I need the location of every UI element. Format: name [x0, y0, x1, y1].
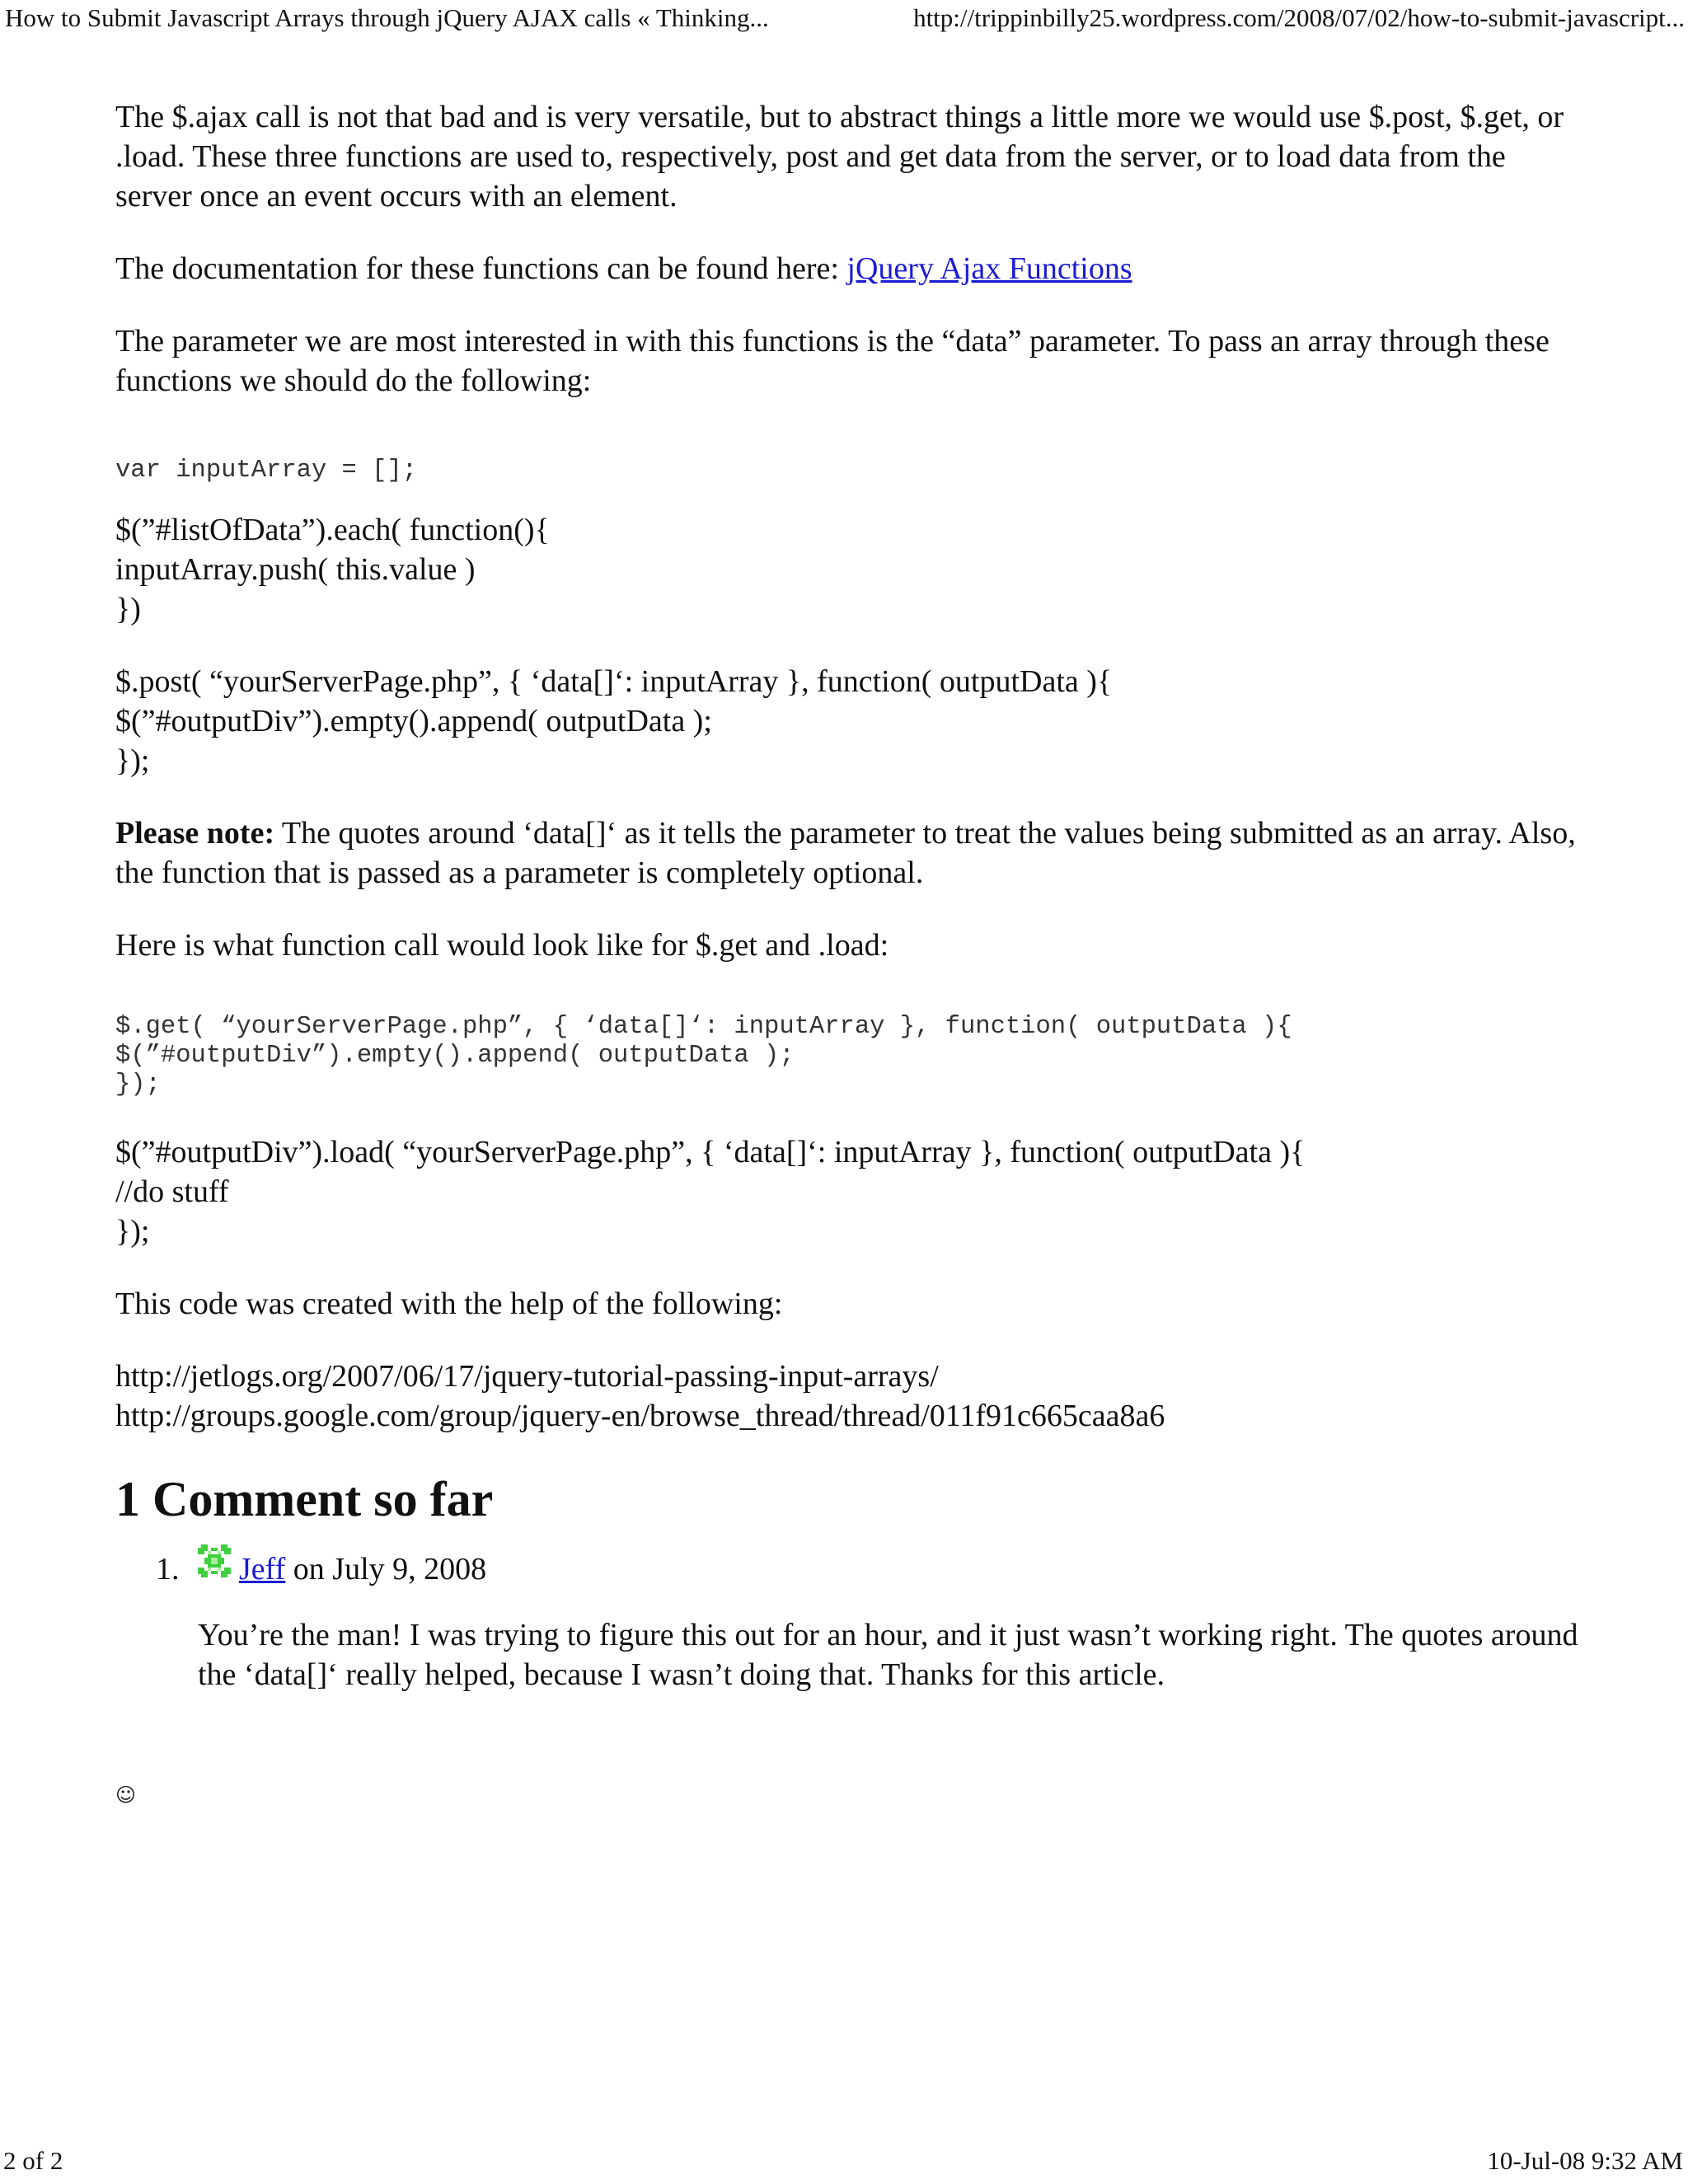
code-line: inputArray.push( this.value ) — [115, 552, 476, 587]
code-line: $(”#outputDiv”).empty().append( outputData ); — [115, 1042, 795, 1070]
code-get-block — [115, 1013, 1582, 1099]
comment-author-link[interactable]: Jeff — [239, 1552, 286, 1586]
credit-links — [115, 1357, 1582, 1436]
documentation-text: The documentation for these functions can be found here: — [115, 251, 847, 286]
paragraph-ajax-intro: The $.ajax call is not that bad and is very versatile, but to abstract things a little more we would use $.post, $.get, or .load. These three functions are used to, respectively, post and get data from the server, or to load data from the server once an event occurs with an element. — [115, 100, 1564, 213]
article-content — [115, 97, 1582, 1694]
code-post-block — [115, 662, 1582, 780]
print-header-title: How to Submit Javascript Arrays through jQuery AJAX calls « Thinking... — [5, 3, 769, 32]
comment-number: 1. — [156, 1552, 180, 1586]
code-each-block — [115, 510, 1582, 629]
code-line: //do stuff — [115, 1174, 229, 1209]
comment-meta — [239, 1549, 486, 1589]
comment-header — [115, 1544, 1582, 1594]
print-header-url: http://trippinbilly25.wordpress.com/2008/07/02/how-to-submit-javascript... — [913, 3, 1685, 32]
code-var-input-array: var inputArray = []; — [115, 457, 418, 485]
code-line: }); — [115, 743, 150, 778]
paragraph-get-load: Here is what function call would look like for $.get and .load: — [115, 928, 889, 963]
code-line: $(”#outputDiv”).empty().append( outputData ); — [115, 704, 712, 738]
code-load-block — [115, 1132, 1582, 1251]
code-line: $.post( “yourServerPage.php”, { ‘data[]‘: inputArray }, function( outputData ){ — [115, 664, 1113, 699]
code-line: $(”#listOfData”).each( function(){ — [115, 513, 550, 547]
jquery-ajax-functions-link[interactable]: jQuery Ajax Functions — [846, 251, 1132, 286]
identicon-avatar-icon[interactable] — [198, 1544, 231, 1577]
credit-link-jetlogs: http://jetlogs.org/2007/06/17/jquery-tutorial-passing-input-arrays/ — [115, 1359, 939, 1394]
paragraph-please-note — [115, 813, 1582, 893]
code-line: }); — [115, 1214, 150, 1249]
comment-body: You’re the man! I was trying to figure this out for an hour, and it just wasn’t working right. The quotes around the ‘data[]‘ really helped, because I wasn’t doing that. Thanks for this article. — [198, 1618, 1578, 1692]
please-note-label: Please note: — [115, 816, 275, 851]
please-note-text: The quotes around ‘data[]‘ as it tells the parameter to treat the values being submitted as an array. Also, the function that is passed as a parameter is completely optional. — [115, 816, 1576, 890]
code-line: }) — [115, 592, 141, 626]
code-line: $.get( “yourServerPage.php”, { ‘data[]‘: inputArray }, function( outputData ){ — [115, 1013, 1292, 1041]
comment-list — [115, 1544, 1582, 1694]
code-line: $(”#outputDiv”).load( “yourServerPage.php”, { ‘data[]‘: inputArray }, function( outputData ){ — [115, 1135, 1306, 1169]
print-footer-datetime: 10-Jul-08 9:32 AM — [1487, 2146, 1683, 2175]
comment-item — [115, 1544, 1582, 1694]
paragraph-credits-intro: This code was created with the help of the following: — [115, 1286, 783, 1321]
paragraph-data-parameter: The parameter we are most interested in with this functions is the “data” parameter. To pass an array through these functions we should do the following: — [115, 324, 1550, 398]
comment-date: on July 9, 2008 — [285, 1552, 487, 1586]
smiley-icon: ☺ — [115, 1783, 137, 1807]
comments-title: 1 Comment so far — [115, 1472, 494, 1526]
paragraph-documentation — [115, 249, 1582, 288]
credit-link-google-groups: http://groups.google.com/group/jquery-en/browse_thread/thread/011f91c665caa8a6 — [115, 1399, 1165, 1433]
code-line: }); — [115, 1071, 161, 1099]
print-footer-page: 2 of 2 — [3, 2146, 63, 2175]
